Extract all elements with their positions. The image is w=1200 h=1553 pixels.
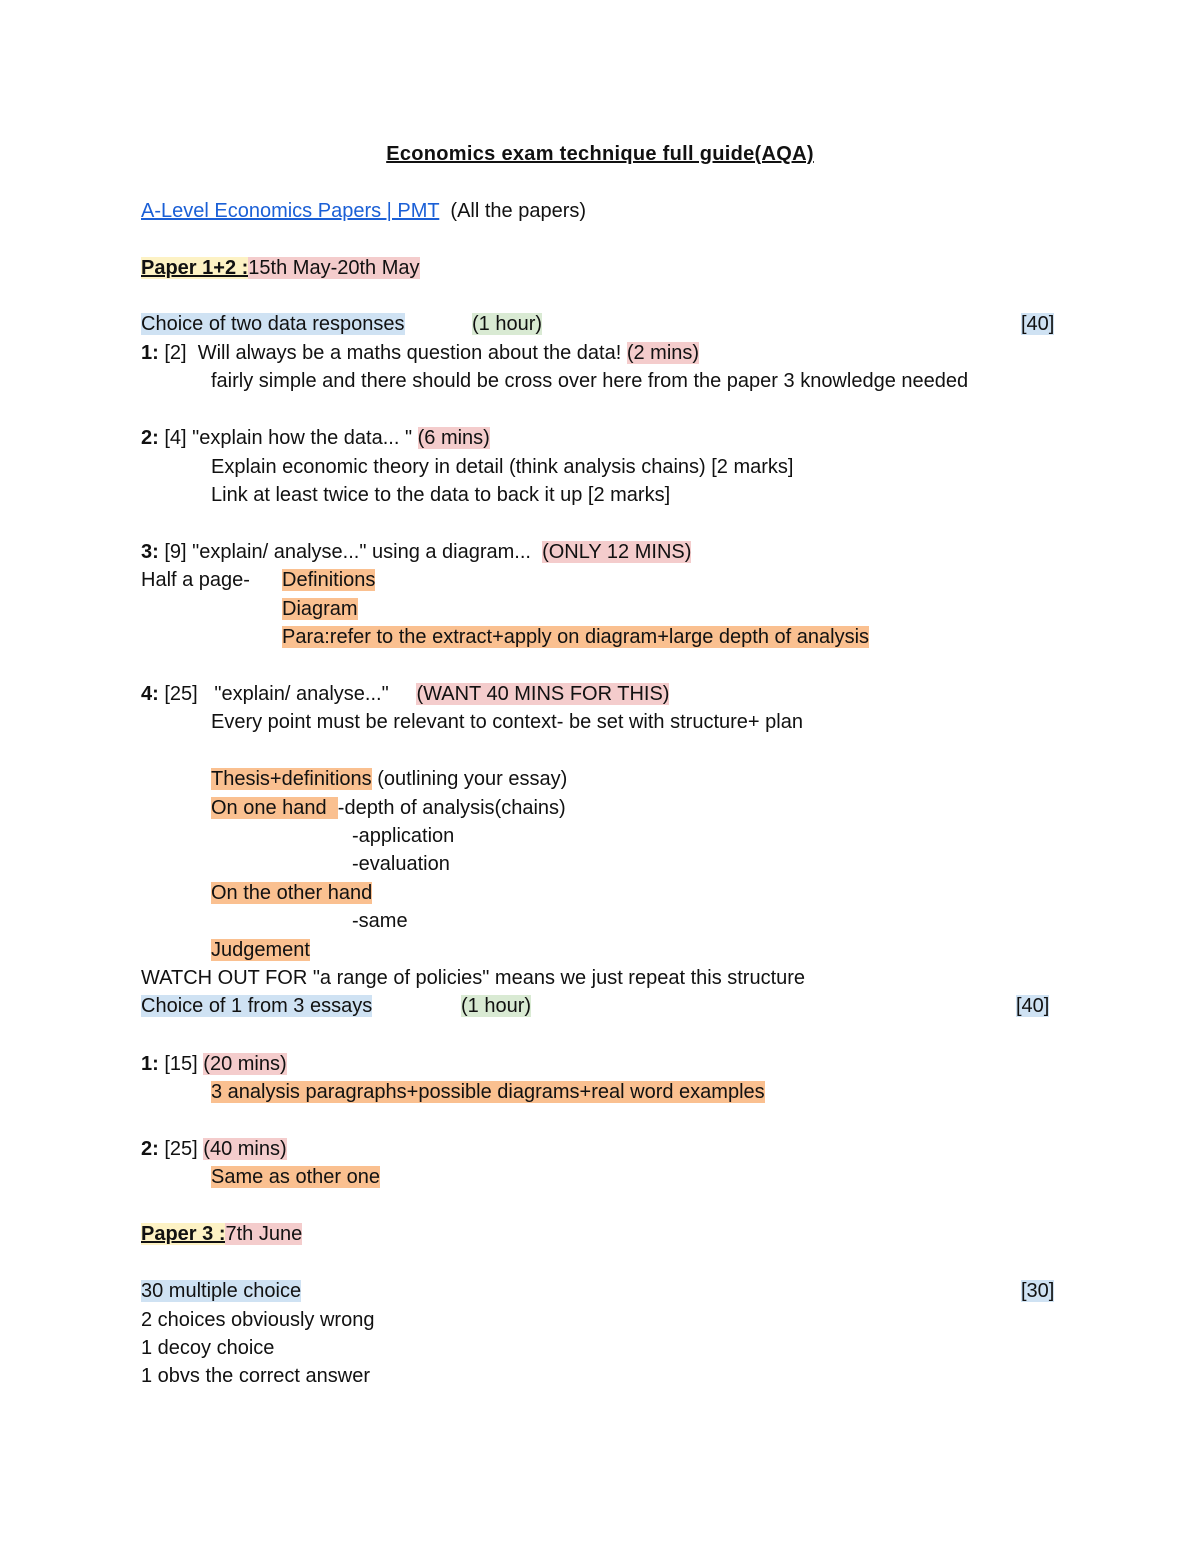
- q4-time: (WANT 40 MINS FOR THIS): [416, 683, 670, 705]
- q3-item-definitions: Definitions: [282, 569, 376, 591]
- section1-time: (1 hour): [472, 313, 543, 335]
- paper12-dates: 15th May-20th May: [248, 257, 420, 279]
- section2-marks: [40]: [1016, 995, 1050, 1017]
- q3-half: Half a page-: [141, 569, 250, 591]
- paper3-line-2: 1 decoy choice: [141, 1337, 275, 1359]
- q4-same: -same: [352, 910, 408, 932]
- paper3-section-marks: [30]: [1021, 1280, 1055, 1302]
- q4-watch: WATCH OUT FOR "a range of policies" means we just repeat this structure: [141, 967, 806, 989]
- paper3-heading: [141, 1222, 302, 1246]
- paper3-date: 7th June: [225, 1223, 303, 1245]
- q2-time: (6 mins): [417, 427, 490, 449]
- paper12-label: Paper 1+2 :: [141, 257, 249, 279]
- section2-title-line: [141, 994, 372, 1018]
- papers-link[interactable]: A-Level Economics Papers | PMT: [141, 200, 440, 222]
- paper3-section-title: 30 multiple choice: [141, 1280, 302, 1302]
- papers-link-line: [141, 199, 586, 223]
- section2-title: Choice of 1 from 3 essays: [141, 995, 373, 1017]
- section1-title: Choice of two data responses: [141, 313, 405, 335]
- e1-time: (20 mins): [203, 1053, 287, 1075]
- q3-item-diagram: Diagram: [282, 598, 358, 620]
- q2-line1: Explain economic theory in detail (think analysis chains) [2 marks]: [211, 456, 794, 478]
- q2-line: 2: [4] "explain how the data... " (6 mins): [141, 427, 490, 449]
- q4-judgement: Judgement: [211, 939, 310, 961]
- section1-title-line: [141, 312, 410, 336]
- q4-line: 4: [25] "explain/ analyse..." (WANT 40 MINS FOR THIS): [141, 683, 670, 705]
- q1-note: fairly simple and there should be cross over here from the paper 3 knowledge needed: [211, 370, 969, 392]
- e1-note: 3 analysis paragraphs+possible diagrams+real word examples: [211, 1081, 765, 1103]
- paper3-line-1: 2 choices obviously wrong: [141, 1309, 375, 1331]
- q4-evaluation: -evaluation: [352, 853, 450, 875]
- document-title: Economics exam technique full guide(AQA): [386, 143, 814, 165]
- e2-line: 2: [25] (40 mins): [141, 1138, 287, 1160]
- e2-note: Same as other one: [211, 1166, 380, 1188]
- papers-note: (All the papers): [450, 200, 587, 222]
- q3-time: (ONLY 12 MINS): [542, 541, 692, 563]
- q1-line: 1: [2] Will always be a maths question about the data! (2 mins): [141, 342, 700, 364]
- q4-note: Every point must be relevant to context- be set with structure+ plan: [211, 711, 803, 733]
- section1-marks: [40]: [1021, 313, 1055, 335]
- paper12-heading: [141, 256, 420, 280]
- e1-line: 1: [15] (20 mins): [141, 1053, 287, 1075]
- paper3-section-line: [141, 1279, 301, 1303]
- q2-line2: Link at least twice to the data to back it up [2 marks]: [211, 484, 671, 506]
- q1-time: (2 mins): [626, 342, 700, 364]
- q3-line: 3: [9] "explain/ analyse..." using a diagram... (ONLY 12 MINS): [141, 541, 692, 563]
- paper3-label: Paper 3 :: [141, 1223, 226, 1245]
- section2-time: (1 hour): [461, 995, 532, 1017]
- e2-time: (40 mins): [203, 1138, 287, 1160]
- q4-thesis: Thesis+definitions (outlining your essay): [211, 768, 568, 790]
- q3-item-para: Para:refer to the extract+apply on diagram+large depth of analysis: [282, 626, 870, 648]
- paper3-line-3: 1 obvs the correct answer: [141, 1365, 370, 1387]
- q4-other-hand: On the other hand: [211, 882, 373, 904]
- q4-one-hand: On one hand -depth of analysis(chains): [211, 797, 566, 819]
- q4-application: -application: [352, 825, 455, 847]
